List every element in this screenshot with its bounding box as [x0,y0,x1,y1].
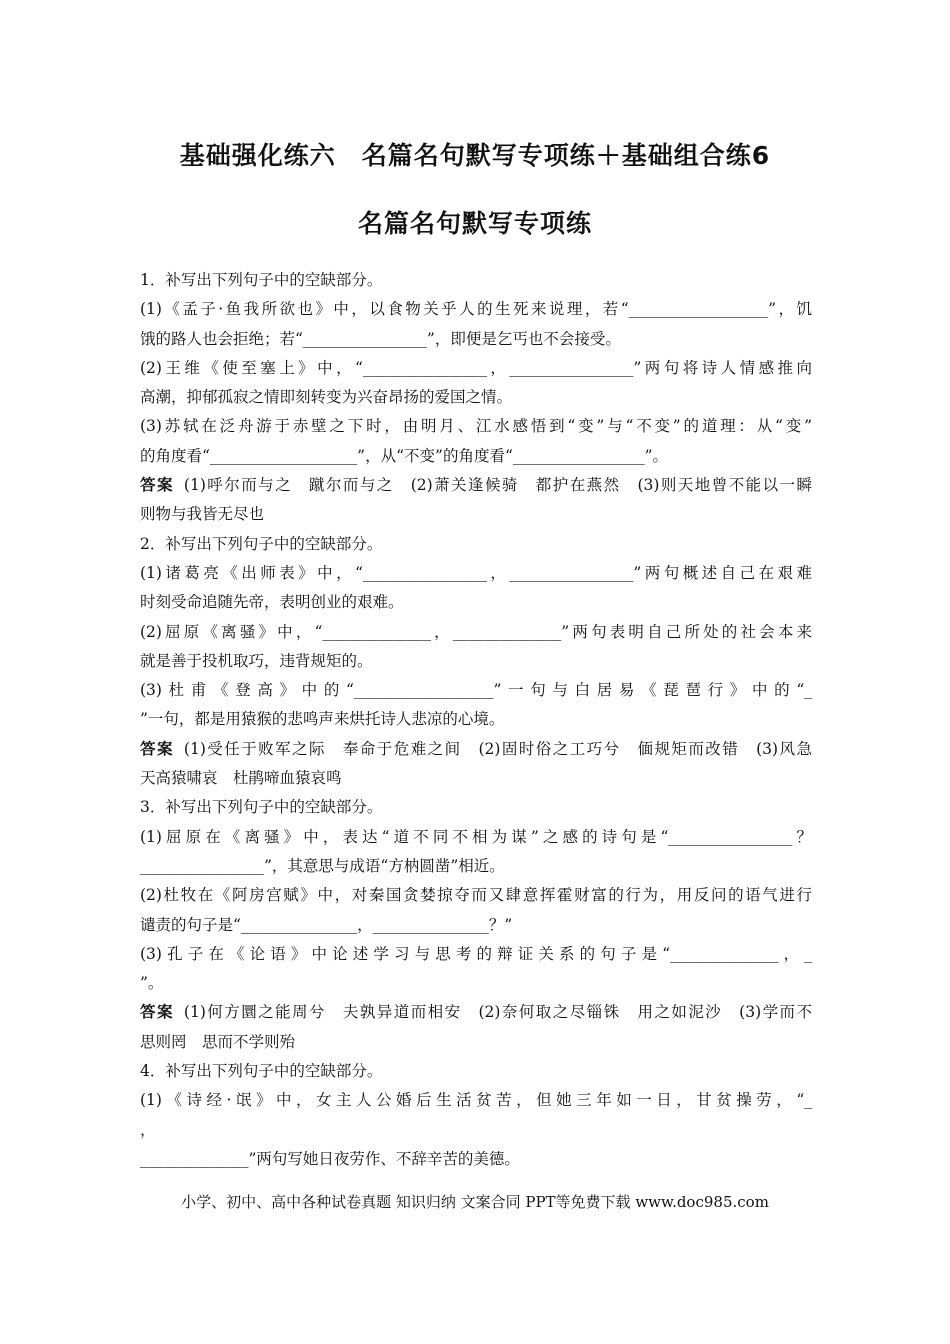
text-line [140,676,812,705]
document-body [140,266,812,1174]
line-text: (3)孔子在《论语》中论述学习与思考的辩证关系的句子是“______________，_ [140,944,812,963]
text-line [140,881,812,910]
page-title: 基础强化练六 名篇名句默写专项练＋基础组合练6 [179,141,771,170]
line-text: 高潮，抑郁孤寂之情即刻转变为兴奋昂扬的爱国之情。 [140,388,513,407]
text-line [140,1057,812,1086]
answer-label: 答案 [140,1003,174,1022]
text-line [140,647,812,676]
answer-label: 答案 [140,739,174,758]
line-text: (1)受任于败军之际 奉命于危难之间 (2)固时俗之工巧兮 偭规矩而改错 (3)风急 [183,739,812,758]
line-text: (1)屈原在《离骚》中，表达“道不同不相为谋”之感的诗句是“________________？ [140,827,812,846]
text-line [140,412,812,441]
line-text: 3．补写出下列句子中的空缺部分。 [140,798,383,817]
line-text: 则物与我皆无尽也 [140,505,265,524]
text-line [140,852,812,881]
line-text: (1)何方圜之能周兮 夫孰异道而相安 (2)奈何取之尽锱铢 用之如泥沙 (3)学而不 [183,1003,812,1022]
line-text: ”一句，都是用猿猴的悲鸣声来烘托诗人悲凉的心境。 [140,710,505,729]
text-line [140,1028,812,1057]
line-text: (3)杜甫《登高》中的“__________________”一句与白居易《琵琶行》中的“_ [140,681,812,700]
text-line [140,442,812,471]
text-line [140,793,812,822]
text-line [140,588,812,617]
answer-label: 答案 [140,476,174,495]
line-text: (3)苏轼在泛舟游于赤壁之下时，由明月、江水感悟到“变”与“不变”的道理：从“变” [140,417,812,436]
line-text: (2)王维《使至塞上》中，“________________，________________”两句将诗人情感推向 [140,358,812,377]
line-text: ， [140,1120,156,1139]
line-text: 2．补写出下列句子中的空缺部分。 [140,534,383,553]
line-text: (1)诸葛亮《出师表》中，“________________，________________”两句概述自己在艰难 [140,563,812,582]
answer-line [140,998,812,1027]
line-text: 思则罔 思而不学则殆 [140,1032,296,1051]
text-line [140,500,812,529]
text-line [140,705,812,734]
text-line [140,940,812,969]
text-line [140,383,812,412]
line-text: (1)呼尔而与之 蹴尔而与之 (2)萧关逢候骑 都护在燕然 (3)则天地曾不能以一瞬 [183,476,812,495]
answer-line [140,471,812,500]
line-text: 就是善于投机取巧，违背规矩的。 [140,651,373,670]
line-text: 饿的路人也会拒绝；若“________________”，即便是乞丐也不会接受。 [140,329,621,348]
text-line [140,1145,812,1174]
text-line [140,354,812,383]
text-line [140,764,812,793]
text-line [140,911,812,940]
text-line [140,1116,812,1145]
page-footer: 小学、初中、高中各种试卷真题 知识归纳 文案合同 PPT等免费下载 www.doc985.com [181,1193,769,1211]
text-line [140,823,812,852]
line-text: (2)屈原《离骚》中，“______________，______________”两句表明自己所处的社会本来 [140,622,812,641]
line-text: (1)《孟子·鱼我所欲也》中，以食物关乎人的生死来说理，若“__________________”，饥 [140,300,812,319]
section-title: 名篇名句默写专项练 [357,209,592,238]
line-text: ”。 [140,974,164,993]
text-line [140,969,812,998]
line-text: (2)杜牧在《阿房宫赋》中，对秦国贪婪掠夺而又肆意挥霍财富的行为，用反问的语气进行 [140,886,812,905]
text-line [140,618,812,647]
text-line [140,530,812,559]
text-line [140,266,812,295]
line-text: ______________”两句写她日夜劳作、不辞辛苦的美德。 [140,1149,520,1168]
text-line [140,1086,812,1115]
text-line [140,295,812,324]
text-line [140,559,812,588]
line-text: 时刻受命追随先帝，表明创业的艰难。 [140,593,404,612]
line-text: 谴责的句子是“_______________，_______________？” [140,915,513,934]
line-text: 的角度看“___________________”，从“不变”的角度看“_________________”。 [140,446,669,465]
line-text: 天高猿啸哀 杜鹃啼血猿哀鸣 [140,769,342,788]
text-line [140,325,812,354]
answer-line [140,735,812,764]
line-text: 1．补写出下列句子中的空缺部分。 [140,271,383,289]
line-text: (1)《诗经·氓》中，女主人公婚后生活贫苦，但她三年如一日，甘贫操劳，“_ [140,1091,812,1110]
line-text: 4．补写出下列句子中的空缺部分。 [140,1062,383,1081]
line-text: ________________”，其意思与成语“方枘圆凿”相近。 [140,856,505,875]
